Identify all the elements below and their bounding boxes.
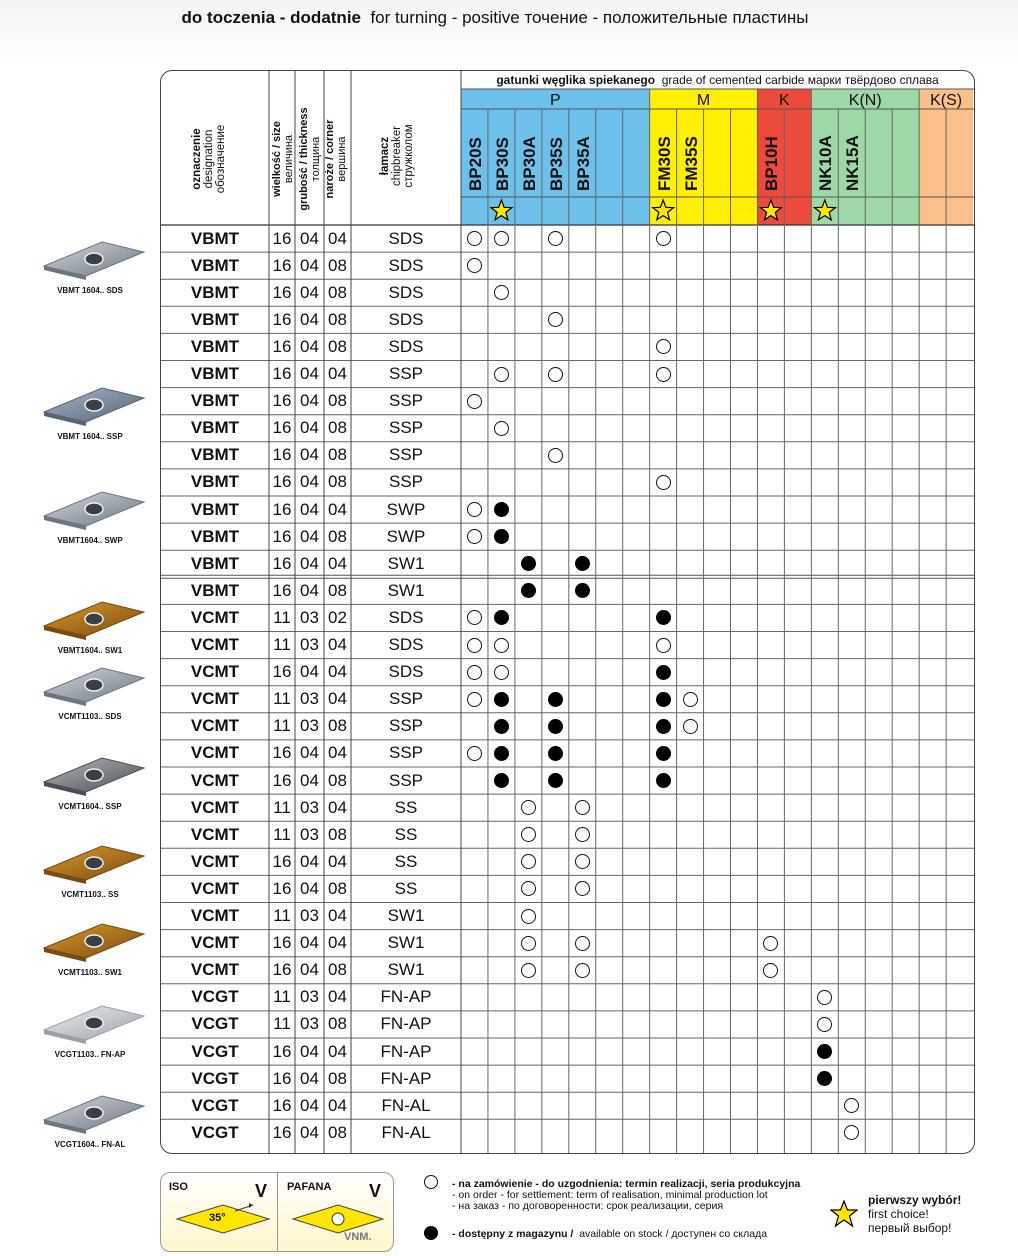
on-order-mark: [575, 963, 590, 978]
first-choice-text: pierwszy wybór! first choice! первый выбор!: [868, 1193, 962, 1235]
designation-cell: VBMT: [190, 445, 240, 465]
available-on-stock-mark: [575, 556, 590, 571]
on-order-mark: [548, 367, 563, 382]
insert-image: [40, 384, 150, 444]
pafana-v-label: V: [369, 1181, 382, 1201]
legend-open-line-1: - na zamówienie - do uzgodnienia: termin realizacji, seria produkcyjna: [452, 1178, 801, 1190]
size-cell: 11: [273, 607, 291, 627]
designation-cell: VBMT: [190, 309, 240, 329]
thickness-cell: 04: [300, 1068, 319, 1088]
on-order-mark: [683, 692, 698, 707]
thickness-cell: 03: [300, 906, 319, 926]
corner-cell: 04: [328, 228, 347, 248]
insert-image-label: VCMT1103.. SW1: [57, 968, 123, 977]
size-cell: 16: [272, 472, 292, 492]
first-choice-star-icon: [830, 1200, 858, 1228]
corner-cell: 04: [328, 851, 347, 871]
chipbreaker-cell: FN-AP: [380, 1068, 432, 1088]
size-cell: 16: [272, 662, 292, 682]
on-order-mark: [656, 367, 671, 382]
designation-cell: VBMT: [190, 391, 240, 411]
on-order-mark: [494, 231, 509, 246]
insert-image: [40, 1092, 150, 1152]
size-cell: 16: [272, 391, 292, 411]
corner-cell: 04: [328, 797, 347, 817]
insert-icon: [40, 664, 150, 708]
designation-cell: VBMT: [190, 228, 240, 248]
designation-cell: VBMT: [190, 418, 240, 438]
size-cell: 11: [273, 689, 291, 709]
thickness-cell: 04: [300, 309, 319, 329]
insert-image: [40, 598, 150, 658]
corner-cell: 08: [328, 255, 347, 275]
size-cell: 16: [272, 1122, 292, 1142]
available-on-stock-mark: [656, 610, 671, 625]
group-label: M: [696, 92, 711, 109]
page-title: do toczenia - dodatnie for turning - positive точение - положительные пластины: [181, 8, 809, 27]
corner-cell: 08: [328, 960, 347, 980]
grade-name: NK10A: [816, 135, 836, 191]
size-cell: 11: [273, 987, 291, 1007]
group-label: K: [779, 92, 790, 109]
designation-cell: VCMT: [190, 878, 240, 898]
available-on-stock-mark: [494, 773, 509, 788]
size-cell: 16: [272, 445, 292, 465]
chipbreaker-cell: SDS: [388, 607, 424, 627]
chipbreaker-cell: FN-AL: [381, 1095, 431, 1115]
designation-cell: VBMT: [190, 526, 240, 546]
group-label: K(N): [848, 92, 882, 109]
designation-cell: VCGT: [191, 1041, 239, 1061]
chipbreaker-cell: SDS: [388, 336, 424, 356]
on-order-mark: [494, 421, 509, 436]
on-order-mark: [467, 394, 482, 409]
insert-icon: [40, 238, 150, 282]
chipbreaker-cell: SSP: [388, 418, 424, 438]
designation-header: oznaczenie designation обозначение: [191, 124, 227, 194]
designation-cell: VCMT: [190, 906, 240, 926]
available-on-stock-mark: [656, 665, 671, 680]
corner-cell: 04: [328, 662, 347, 682]
designation-cell: VCMT: [190, 824, 240, 844]
on-order-mark: [521, 909, 536, 924]
available-on-stock-mark: [494, 502, 509, 517]
corner-cell: 08: [328, 1122, 347, 1142]
available-on-stock-mark: [548, 692, 563, 707]
size-cell: 11: [273, 635, 291, 655]
corner-cell: 04: [328, 743, 347, 763]
chipbreaker-cell: SDS: [388, 228, 424, 248]
on-order-mark: [494, 665, 509, 680]
thickness-cell: 04: [300, 743, 319, 763]
corner-cell: 04: [328, 1041, 347, 1061]
corner-cell: 08: [328, 445, 347, 465]
on-order-mark: [467, 665, 482, 680]
size-cell: 16: [272, 878, 292, 898]
size-cell: 16: [272, 228, 292, 248]
chipbreaker-cell: SSP: [388, 716, 424, 736]
thickness-cell: 04: [300, 580, 319, 600]
size-cell: 16: [272, 336, 292, 356]
available-on-stock-mark: [548, 719, 563, 734]
corner-cell: 04: [328, 933, 347, 953]
grade-name: FM35S: [681, 136, 701, 191]
size-cell: 16: [272, 499, 292, 519]
chipbreaker-cell: SSP: [388, 689, 424, 709]
size-cell: 16: [272, 1068, 292, 1088]
on-order-mark: [656, 339, 671, 354]
thickness-cell: 04: [300, 960, 319, 980]
designation-cell: VCGT: [191, 987, 239, 1007]
thickness-cell: 03: [300, 797, 319, 817]
chipbreaker-cell: SSP: [388, 770, 424, 790]
chipbreaker-cell: FN-AP: [380, 1014, 432, 1034]
designation-cell: VBMT: [190, 580, 240, 600]
thickness-cell: 03: [300, 987, 319, 1007]
size-cell: 16: [272, 282, 292, 302]
insert-image: [40, 238, 150, 298]
designation-cell: VBMT: [190, 282, 240, 302]
thickness-cell: 04: [300, 662, 319, 682]
chipbreaker-cell: SDS: [388, 282, 424, 302]
corner-cell: 08: [328, 716, 347, 736]
thickness-cell: 04: [300, 1095, 319, 1115]
chipbreaker-cell: SS: [394, 878, 418, 898]
corner-cell: 08: [328, 770, 347, 790]
designation-cell: VCMT: [190, 635, 240, 655]
insert-icon: [40, 920, 150, 964]
chipbreaker-cell: SWP: [386, 499, 426, 519]
chipbreaker-cell: SSP: [388, 391, 424, 411]
size-cell: 16: [272, 1095, 292, 1115]
thickness-cell: 04: [300, 851, 319, 871]
chipbreaker-cell: SDS: [388, 255, 424, 275]
thickness-cell: 04: [300, 445, 319, 465]
available-on-stock-mark: [656, 692, 671, 707]
designation-cell: VCGT: [191, 1095, 239, 1115]
designation-cell: VBMT: [190, 336, 240, 356]
chipbreaker-cell: SW1: [387, 553, 425, 573]
thickness-cell: 04: [300, 255, 319, 275]
on-order-mark: [575, 800, 590, 815]
on-order-mark: [656, 638, 671, 653]
iso-label: ISO: [169, 1181, 188, 1193]
legend-filled-text: - dostępny z magazynu / available on stock / доступен со склада: [452, 1228, 768, 1240]
insert-icon: [40, 754, 150, 798]
on-order-mark: [548, 448, 563, 463]
insert-image-label: VCMT1604.. SSP: [58, 802, 122, 811]
insert-image-label: VCMT1103.. SS: [61, 890, 119, 899]
thickness-cell: 04: [300, 364, 319, 384]
grades-title: gatunki węglika spiekanego grade of cemented carbide марки твёрдово сплава: [496, 73, 939, 87]
designation-cell: VCMT: [190, 689, 240, 709]
size-cell: 11: [273, 716, 291, 736]
size-cell: 11: [273, 1014, 291, 1034]
available-on-stock-mark: [548, 773, 563, 788]
size-cell: 16: [272, 1041, 292, 1061]
corner-cell: 04: [328, 906, 347, 926]
available-on-stock-mark: [494, 746, 509, 761]
designation-cell: VCMT: [190, 770, 240, 790]
designation-cell: VCGT: [191, 1122, 239, 1142]
grade-name: BP10H: [762, 136, 782, 191]
chipbreaker-cell: SSP: [388, 743, 424, 763]
thickness-cell: 04: [300, 472, 319, 492]
size-cell: 16: [272, 255, 292, 275]
grade-name: BP30S: [492, 137, 512, 191]
thickness-cell: 04: [300, 1122, 319, 1142]
grade-name: NK15A: [843, 135, 863, 191]
thickness-cell: 04: [300, 878, 319, 898]
legend-filled-icon: [424, 1226, 438, 1240]
grade-name: BP35A: [573, 136, 593, 191]
insert-image: [40, 754, 150, 814]
designation-cell: VCMT: [190, 933, 240, 953]
corner-cell: 04: [328, 364, 347, 384]
size-cell: 11: [273, 797, 291, 817]
corner-cell: 08: [328, 282, 347, 302]
designation-cell: VCMT: [190, 851, 240, 871]
thickness-cell: 04: [300, 499, 319, 519]
on-order-mark: [683, 719, 698, 734]
designation-cell: VCMT: [190, 797, 240, 817]
insert-image-label: VBMT 1604.. SSP: [57, 432, 123, 441]
size-cell: 16: [272, 743, 292, 763]
on-order-mark: [521, 800, 536, 815]
designation-cell: VCMT: [190, 743, 240, 763]
corner-cell: 04: [328, 553, 347, 573]
insert-icon: [40, 598, 150, 642]
insert-shape-legend: [160, 1172, 394, 1252]
thickness-cell: 03: [300, 716, 319, 736]
available-on-stock-mark: [494, 529, 509, 544]
insert-image-label: VBMT1604.. SWP: [57, 536, 123, 545]
corner-cell: 04: [328, 635, 347, 655]
designation-cell: VBMT: [190, 499, 240, 519]
corner-cell: 08: [328, 1068, 347, 1088]
corner-cell: 08: [328, 580, 347, 600]
on-order-mark: [467, 638, 482, 653]
thickness-cell: 04: [300, 526, 319, 546]
corner-cell: 04: [328, 689, 347, 709]
available-on-stock-mark: [494, 692, 509, 707]
corner-cell: 08: [328, 1014, 347, 1034]
on-order-mark: [656, 231, 671, 246]
chipbreaker-cell: SDS: [388, 309, 424, 329]
chipbreaker-cell: SW1: [387, 580, 425, 600]
grade-name: FM30S: [654, 136, 674, 191]
insert-image-label: VBMT1604.. SW1: [57, 646, 123, 655]
thickness-cell: 03: [300, 824, 319, 844]
grade-name: BP30A: [519, 136, 539, 191]
size-cell: 16: [272, 309, 292, 329]
thickness-cell: 04: [300, 770, 319, 790]
size-cell: 16: [272, 418, 292, 438]
designation-cell: VCMT: [190, 607, 240, 627]
thickness-cell: 04: [300, 336, 319, 356]
thickness-cell: 04: [300, 391, 319, 411]
angle-label: 35°: [209, 1212, 226, 1224]
corner-cell: 08: [328, 309, 347, 329]
size-cell: 11: [273, 906, 291, 926]
thickness-cell: 04: [300, 228, 319, 248]
legend-open-line-3: - на заказ - по договоренности: срок реализации, серия: [452, 1200, 724, 1212]
pafana-label: PAFANA: [287, 1181, 332, 1193]
insert-image: [40, 1002, 150, 1062]
insert-icon: [40, 842, 150, 886]
designation-cell: VCGT: [191, 1014, 239, 1034]
thickness-cell: 03: [300, 1014, 319, 1034]
chipbreaker-cell: SSP: [388, 472, 424, 492]
chipbreaker-cell: SSP: [388, 445, 424, 465]
thickness-cell: 03: [300, 689, 319, 709]
corner-header: naroże / corner вершина: [324, 119, 348, 199]
insert-image-label: VCGT1103.. FN-AP: [54, 1050, 126, 1059]
chipbreaker-cell: SS: [394, 851, 418, 871]
on-order-mark: [521, 936, 536, 951]
available-on-stock-mark: [656, 773, 671, 788]
chipbreaker-cell: SW1: [387, 906, 425, 926]
chipbreaker-cell: SSP: [388, 364, 424, 384]
thickness-cell: 04: [300, 553, 319, 573]
chipbreaker-cell: SS: [394, 824, 418, 844]
corner-cell: 02: [328, 607, 347, 627]
grade-name: BP20S: [466, 137, 485, 191]
legend-open-icon: [424, 1175, 438, 1189]
corner-cell: 08: [328, 418, 347, 438]
insert-icon: [40, 384, 150, 428]
designation-cell: VBMT: [190, 553, 240, 573]
pafana-rhombus-icon: [289, 1201, 387, 1237]
size-cell: 16: [272, 933, 292, 953]
designation-cell: VCMT: [190, 960, 240, 980]
size-header: wielkość / size величина: [271, 121, 295, 197]
corner-cell: 04: [328, 987, 347, 1007]
group-label: K(S): [930, 92, 963, 109]
thickness-cell: 03: [300, 607, 319, 627]
corner-cell: 04: [328, 1095, 347, 1115]
available-on-stock-mark: [656, 719, 671, 734]
corner-cell: 08: [328, 391, 347, 411]
size-cell: 16: [272, 770, 292, 790]
iso-v-label: V: [255, 1181, 268, 1201]
size-cell: 11: [273, 824, 291, 844]
chipbreaker-cell: SWP: [386, 526, 426, 546]
insert-image-label: VCGT1604.. FN-AL: [54, 1140, 126, 1149]
chipbreaker-cell: SS: [394, 797, 418, 817]
corner-cell: 08: [328, 824, 347, 844]
thickness-header: grubość / thickness толщина: [298, 107, 322, 211]
corner-cell: 08: [328, 472, 347, 492]
insert-icon: [40, 1092, 150, 1136]
designation-cell: VCMT: [190, 716, 240, 736]
designation-cell: VCGT: [191, 1068, 239, 1088]
chipbreaker-cell: FN-AP: [380, 987, 432, 1007]
insert-image: [40, 664, 150, 724]
insert-image-label: VBMT 1604.. SDS: [57, 286, 123, 295]
chipbreaker-cell: SDS: [388, 635, 424, 655]
size-cell: 16: [272, 960, 292, 980]
on-order-mark: [467, 502, 482, 517]
size-cell: 16: [272, 364, 292, 384]
on-order-mark: [575, 827, 590, 842]
insert-image: [40, 920, 150, 980]
available-on-stock-mark: [494, 719, 509, 734]
chipbreaker-cell: SW1: [387, 960, 425, 980]
size-cell: 16: [272, 526, 292, 546]
group-label: P: [549, 92, 561, 109]
on-order-mark: [494, 638, 509, 653]
on-order-mark: [467, 746, 482, 761]
corner-cell: 08: [328, 526, 347, 546]
on-order-mark: [548, 231, 563, 246]
on-order-mark: [656, 475, 671, 490]
size-cell: 16: [272, 580, 292, 600]
insert-icon: [40, 488, 150, 532]
designation-cell: VBMT: [190, 255, 240, 275]
insert-image-label: VCMT1103.. SDS: [58, 712, 122, 721]
thickness-cell: 04: [300, 1041, 319, 1061]
chipbreaker-cell: FN-AP: [380, 1041, 432, 1061]
on-order-mark: [467, 231, 482, 246]
on-order-mark: [494, 367, 509, 382]
thickness-cell: 04: [300, 418, 319, 438]
grade-name: BP35S: [546, 137, 566, 191]
vnm-label: VNM.: [344, 1231, 372, 1243]
thickness-cell: 04: [300, 933, 319, 953]
available-on-stock-mark: [656, 746, 671, 761]
corner-cell: 08: [328, 336, 347, 356]
on-order-mark: [763, 936, 778, 951]
legend-open-line-2: - on order - for settlement: term of realisation, minimal production lot: [452, 1189, 768, 1201]
chipbreaker-header: łamacz chipbreaker стружколом: [379, 124, 415, 188]
designation-cell: VBMT: [190, 472, 240, 492]
designation-cell: VBMT: [190, 364, 240, 384]
insert-image: [40, 842, 150, 902]
chipbreaker-cell: SDS: [388, 662, 424, 682]
insert-image: [40, 488, 150, 548]
insert-icon: [40, 1002, 150, 1046]
chipbreaker-cell: SW1: [387, 933, 425, 953]
chipbreaker-cell: FN-AL: [381, 1122, 431, 1142]
on-order-mark: [467, 692, 482, 707]
size-cell: 16: [272, 851, 292, 871]
designation-cell: VCMT: [190, 662, 240, 682]
corner-cell: 04: [328, 499, 347, 519]
available-on-stock-mark: [548, 746, 563, 761]
size-cell: 16: [272, 553, 292, 573]
thickness-cell: 03: [300, 635, 319, 655]
thickness-cell: 04: [300, 282, 319, 302]
corner-cell: 08: [328, 878, 347, 898]
on-order-mark: [575, 936, 590, 951]
on-order-mark: [521, 963, 536, 978]
grades-table: [160, 70, 975, 1154]
